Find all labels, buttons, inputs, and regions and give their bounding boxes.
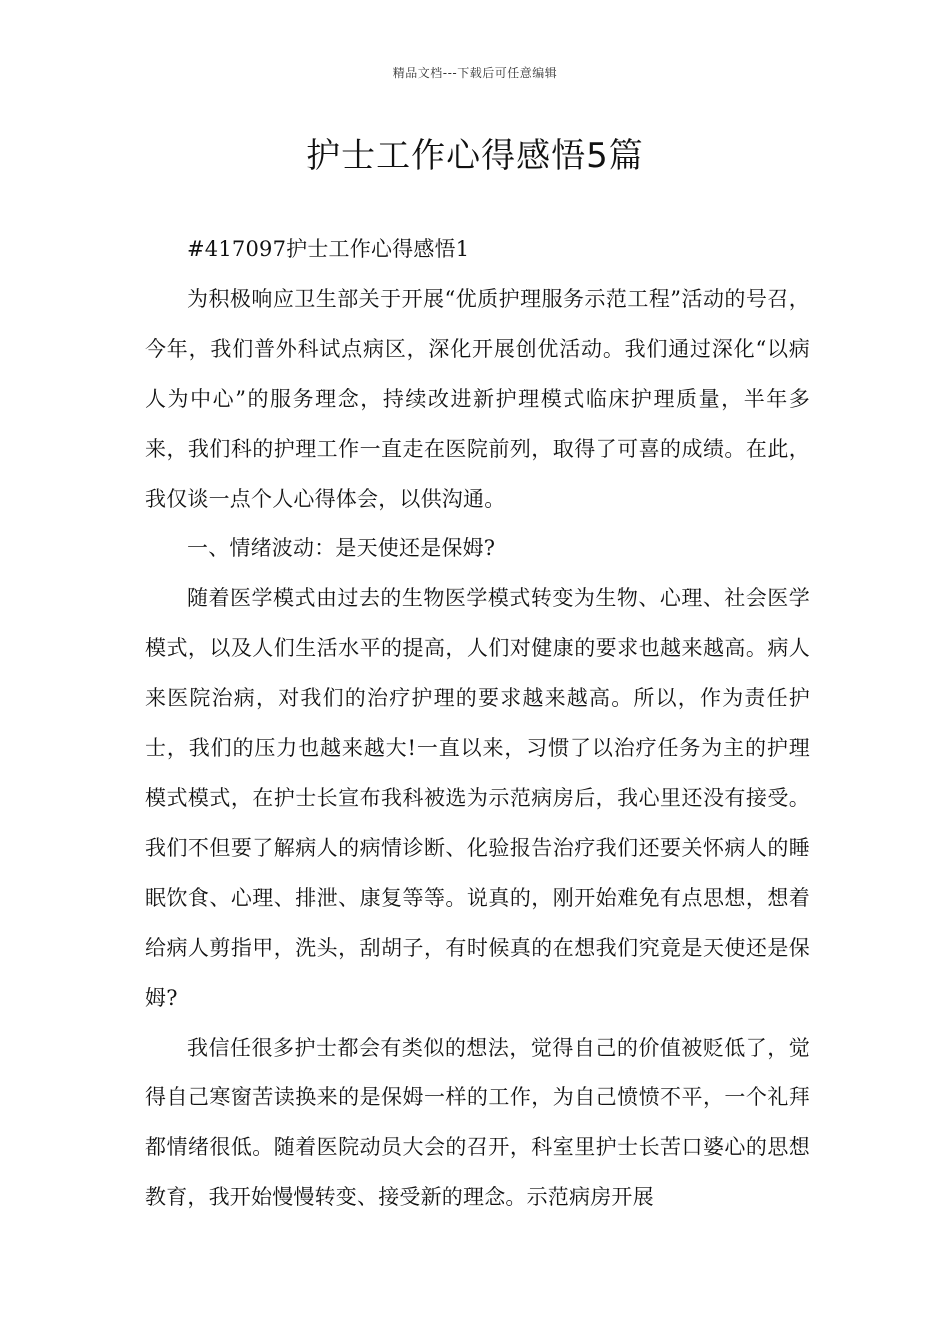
paragraph: 随着医学模式由过去的生物医学模式转变为生物、心理、社会医学模式，以及人们生活水平的提高，人们对健康的要求也越来越高。病人来医院治病，对我们的治疗护理的要求越来越高。所以，作为责任护士，我们的压力也越来越大!一直以来，习惯了以治疗任务为主的护理模式模式，在护士长宣布我科被选为示范病房后，我心里还没有接受。我们不但要了解病人的病情诊断、化验报告治疗我们还要关怀病人的睡眠饮食、心理、排泄、康复等等。说真的，刚开始难免有点思想，想着给病人剪指甲，洗头，刮胡子，有时候真的在想我们究竟是天使还是保姆? (145, 586, 810, 1010)
section-heading: #417097护士工作心得感悟1 (187, 237, 470, 261)
subsection-heading: 一、情绪波动：是天使还是保姆? (187, 536, 496, 561)
document-body (145, 225, 810, 1223)
paragraph: 我信任很多护士都会有类似的想法，觉得自己的价值被贬低了，觉得自己寒窗苦读换来的是保姆一样的工作，为自己愤愤不平，一个礼拜都情绪很低。随着医院动员大会的召开，科室里护士长苦口婆心的思想教育，我开始慢慢转变、接受新的理念。示范病房开展 (145, 1035, 810, 1210)
paragraph: 为积极响应卫生部关于开展“优质护理服务示范工程”活动的号召，今年，我们普外科试点病区，深化开展创优活动。我们通过深化“以病人为中心”的服务理念，持续改进新护理模式临床护理质量，半年多来，我们科的护理工作一直走在医院前列，取得了可喜的成绩。在此，我仅谈一点个人心得体会，以供沟通。 (145, 286, 810, 511)
header-note: 精品文档---下载后可任意编辑 (392, 66, 558, 80)
page-title: 护士工作心得感悟5篇 (306, 136, 644, 176)
